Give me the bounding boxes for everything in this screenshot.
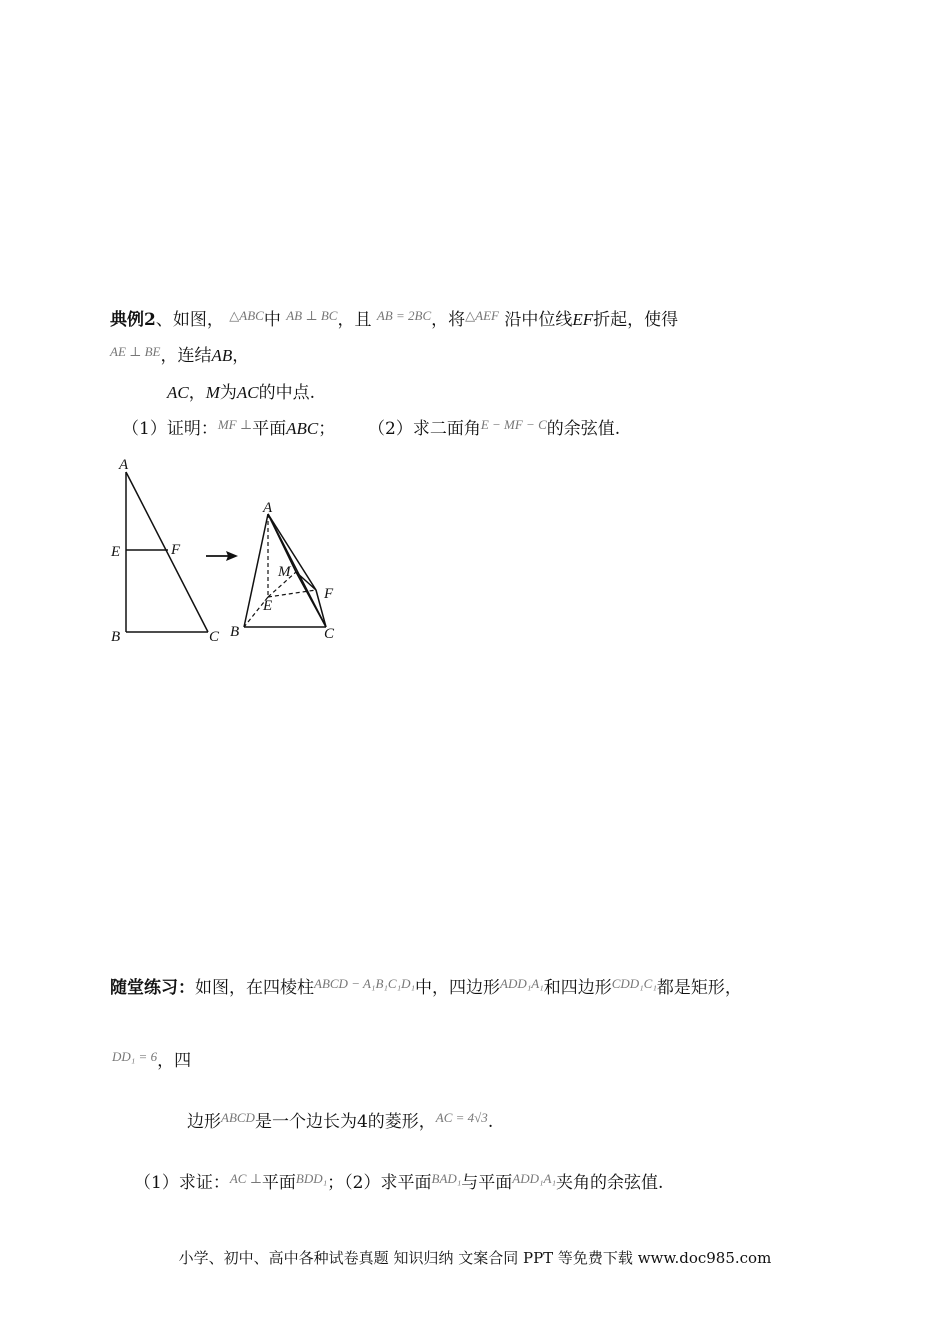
- math-triangle-aef: △AEF: [465, 308, 499, 323]
- label-a-left: A: [119, 457, 129, 473]
- math-ab-eq-2bc: AB = 2BC: [376, 308, 432, 323]
- example-line-1: [110, 309, 678, 332]
- text: 都是矩形，: [656, 978, 742, 998]
- label-m-right: M: [278, 564, 291, 580]
- text: M: [205, 383, 220, 402]
- practice-line-2: [112, 1050, 191, 1073]
- text: 平面: [252, 419, 287, 439]
- text: ，连结: [160, 346, 212, 366]
- example-line-3: [167, 382, 315, 404]
- text: 如图，在四棱柱: [195, 978, 314, 998]
- flat-triangle: [126, 472, 208, 632]
- text: ，: [232, 346, 250, 366]
- text: ；（2）求平面: [327, 1173, 432, 1193]
- text: EF: [572, 310, 594, 329]
- text: AB: [211, 346, 233, 365]
- geometry-figure: [100, 452, 360, 652]
- text: ABC: [286, 419, 319, 438]
- math-ae-perp-be: AE ⊥ BE: [110, 344, 161, 359]
- text: 的余弦值.: [546, 419, 621, 439]
- arrow-icon: [206, 551, 238, 561]
- text: .: [487, 1112, 494, 1132]
- math-mf-perp: MF ⊥: [217, 417, 253, 432]
- math-prism: ABCD − A₁B₁C₁D₁: [314, 976, 415, 991]
- example-questions: [122, 418, 620, 441]
- label-e-left: E: [111, 544, 121, 560]
- text: AC: [236, 383, 259, 402]
- math-bdd1: BDD₁: [295, 1171, 328, 1186]
- text: 为: [219, 383, 237, 403]
- math-add1a1: ADD₁A₁: [500, 976, 544, 991]
- math-dd1: DD₁ = 6: [112, 1049, 158, 1064]
- math-cdd1c1: CDD₁C₁: [611, 976, 657, 991]
- text: （1）证明：: [122, 419, 218, 439]
- text: 平面: [261, 1173, 296, 1193]
- label-e-right: E: [263, 598, 273, 614]
- math-dihedral: E − MF − C: [480, 417, 547, 432]
- label-a-right: A: [263, 500, 273, 516]
- text: 中: [263, 310, 281, 330]
- text: 的中点.: [258, 383, 316, 403]
- text: AC: [167, 383, 189, 402]
- example-sep: 、如图，: [155, 310, 224, 330]
- text: （1）求证：: [134, 1173, 230, 1193]
- practice-title: 随堂练习：: [110, 978, 195, 998]
- label-c-left: C: [209, 629, 220, 645]
- math-add1a1-2: ADD₁A₁: [512, 1171, 556, 1186]
- math-ab-perp-bc: AB ⊥ BC: [286, 308, 338, 323]
- text: 夹角的余弦值.: [556, 1173, 664, 1193]
- text: 折起，使得: [593, 310, 679, 330]
- text: ，: [188, 383, 206, 403]
- label-b-right: B: [230, 624, 240, 640]
- text: ，四: [157, 1051, 192, 1071]
- math-bad1: BAD₁: [431, 1171, 462, 1186]
- text: 边形: [187, 1112, 221, 1132]
- math-triangle-abc: △ABC: [229, 308, 264, 323]
- text: 与平面: [461, 1173, 513, 1193]
- page-footer: 小学、初中、高中各种试卷真题 知识归纳 文案合同 PPT 等免费下载 www.doc985.com: [178, 1249, 772, 1267]
- text: 和四边形: [543, 978, 612, 998]
- label-b-left: B: [111, 629, 121, 645]
- text: （2）求二面角: [368, 419, 481, 439]
- label-f-left: F: [171, 542, 181, 558]
- text: 沿中位线: [504, 310, 573, 330]
- text: ；: [318, 419, 336, 439]
- practice-line-1: [110, 977, 742, 1000]
- label-f-right: F: [324, 586, 334, 602]
- example-title: 典例2: [110, 310, 156, 330]
- text: 中，四边形: [415, 978, 500, 998]
- math-ac-perp: AC ⊥: [229, 1171, 262, 1186]
- example-line-2: [110, 345, 249, 368]
- label-c-right: C: [324, 626, 335, 642]
- text: 是一个边长为4的菱形，: [254, 1112, 436, 1132]
- math-abcd: ABCD: [221, 1110, 255, 1125]
- practice-line-3: [187, 1111, 493, 1134]
- practice-questions: [134, 1172, 663, 1195]
- math-ac-value: AC = 4√3: [435, 1110, 488, 1125]
- text: ，且: [337, 310, 372, 330]
- text: ，将: [431, 310, 466, 330]
